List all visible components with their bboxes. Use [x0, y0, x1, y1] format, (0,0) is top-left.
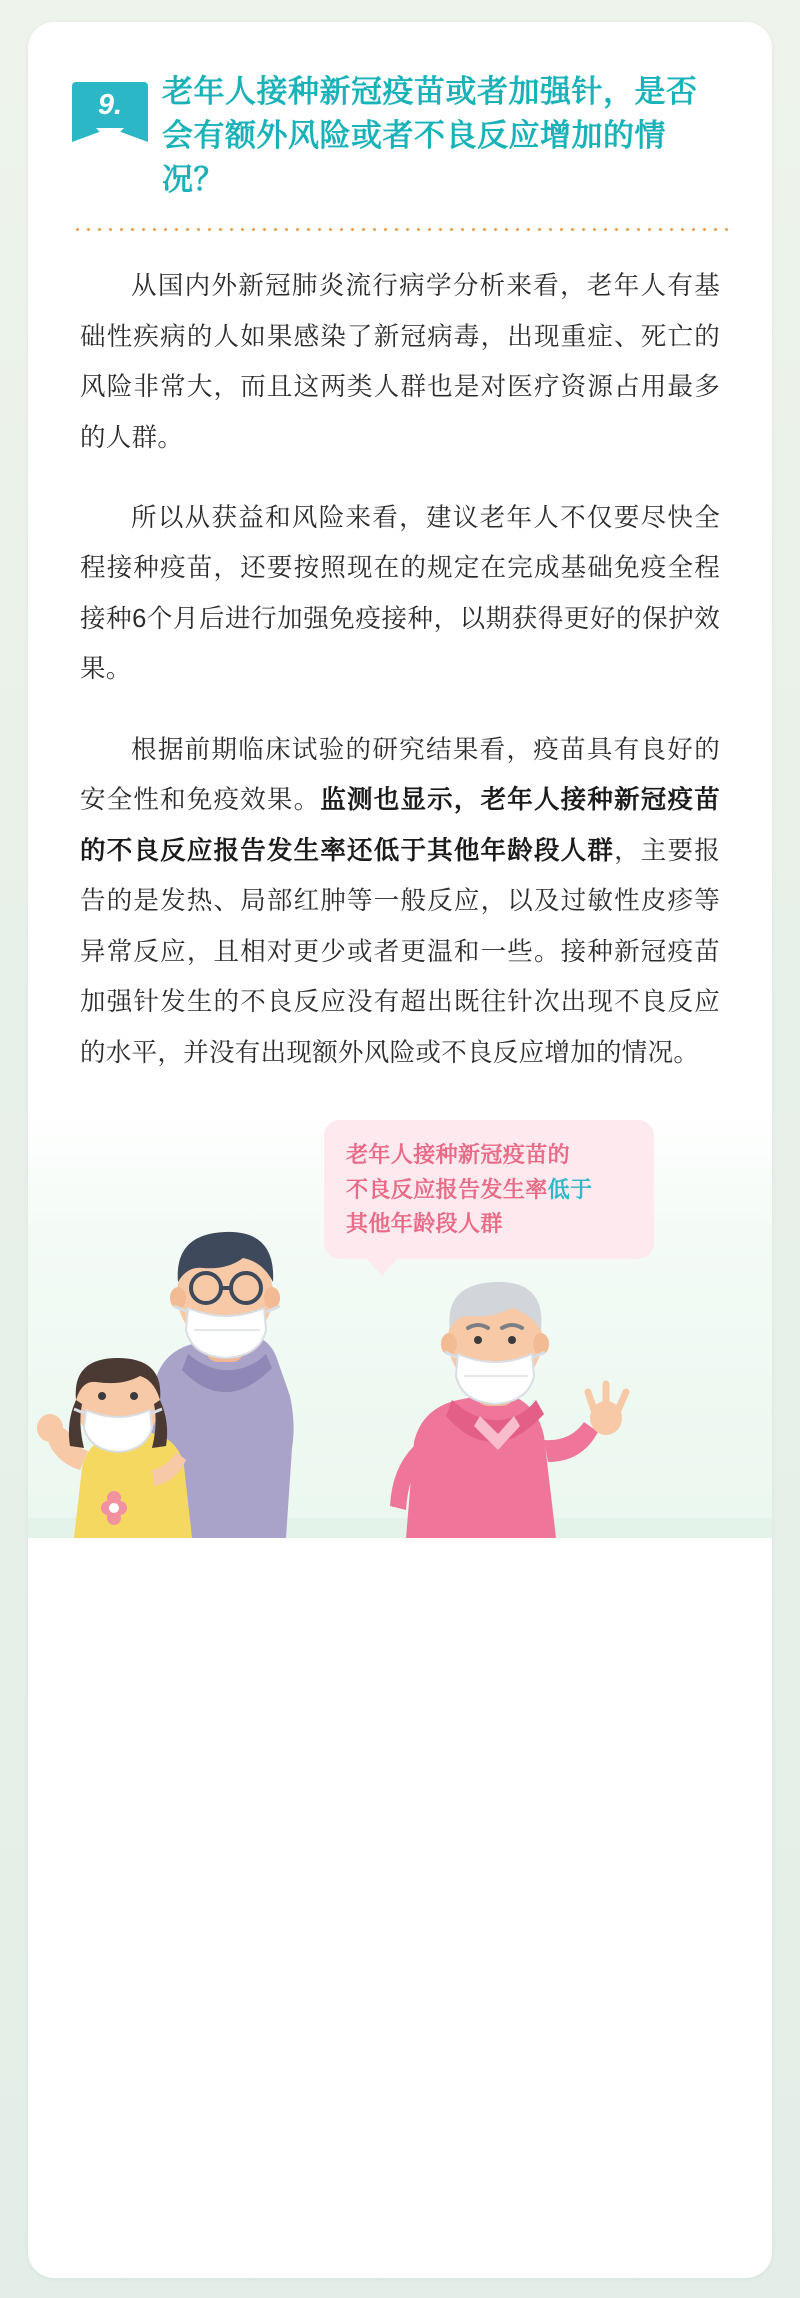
- bubble-line-3: 其他年龄段人群: [346, 1210, 503, 1236]
- paragraph-3-part1: 根据前期临床试验的研究结果看，疫苗具有良好的安全性和免疫效果。: [80, 735, 720, 815]
- bubble-line-2-text: 不良反应报告发生率: [346, 1176, 548, 1202]
- paragraph-1: 从国内外新冠肺炎流行病学分析来看，老年人有基础性疾病的人如果感染了新冠病毒，出现重症、死亡的风险非常大，而且这两类人群也是对医疗资源占用最多的人群。: [80, 272, 720, 452]
- content-card: [28, 22, 772, 2278]
- paragraph-3-bold: 监测也显示，老年人接种新冠疫苗的不良反应报告发生率还低于其他年龄段人群: [80, 786, 720, 865]
- badge-tail-notch: [96, 128, 124, 142]
- illustration: [28, 1108, 772, 1538]
- people-illustration: [28, 1178, 772, 1538]
- elderly-man-figure: [390, 1282, 626, 1538]
- article-body: [28, 231, 772, 1078]
- bubble-highlight: 低于: [547, 1176, 593, 1202]
- paragraph-3-part2: ，主要报告的是发热、局部红肿等一般反应，以及过敏性皮疹等异常反应，且相对更少或者更温和一些。接种新冠疫苗加强针发生的不良反应没有超出既往针次出现不良反应的水平，并没有出现额外风险或不良反应增加的情况。: [80, 836, 720, 1067]
- paragraph-3: [80, 725, 720, 1078]
- question-number: 9.: [97, 89, 123, 121]
- paragraph-2: 所以从获益和风险来看，建议老年人不仅要尽快全程接种疫苗，还要按照现在的规定在完成基础免疫全程接种6个月后进行加强免疫接种，以期获得更好的保护效果。: [80, 503, 720, 684]
- question-header: [28, 22, 772, 202]
- bubble-line-1: 老年人接种新冠疫苗的: [346, 1142, 571, 1168]
- question-number-badge: [72, 82, 148, 134]
- page-title: 老年人接种新冠疫苗或者加强针，是否会有额外风险或者不良反应增加的情况？: [162, 74, 698, 198]
